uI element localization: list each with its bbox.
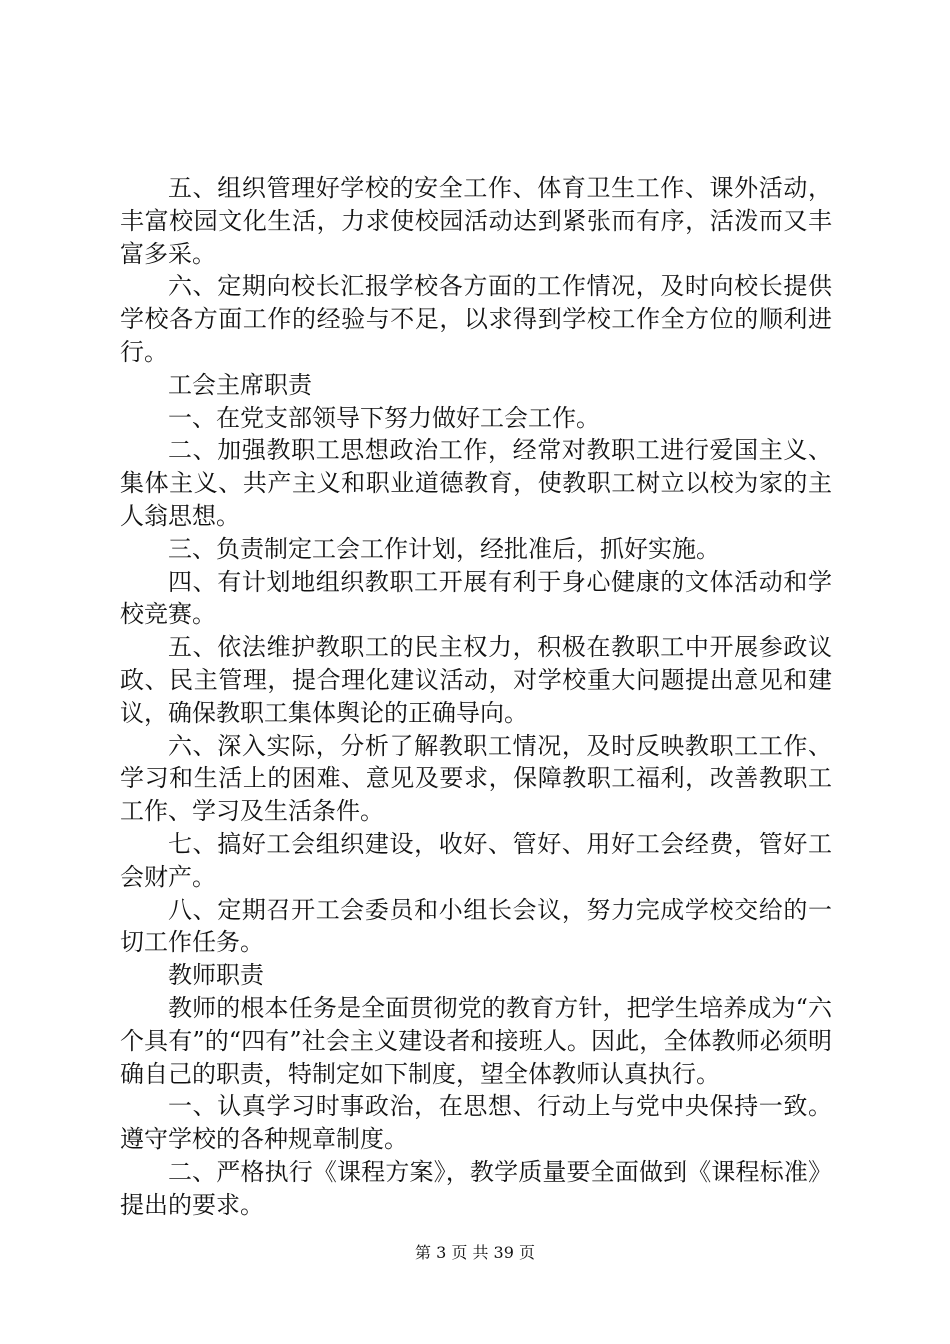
paragraph: 六、定期向校长汇报学校各方面的工作情况，及时向校长提供学校各方面工作的经验与不足，以求得到学校工作全方位的顺利进行。 (120, 272, 832, 366)
paragraph: 八、定期召开工会委员和小组长会议，努力完成学校交给的一切工作任务。 (120, 895, 832, 957)
paragraph: 二、加强教职工思想政治工作，经常对教职工进行爱国主义、集体主义、共产主义和职业道德教育，使教职工树立以校为家的主人翁思想。 (120, 436, 832, 530)
paragraph: 四、有计划地组织教职工开展有利于身心健康的文体活动和学校竞赛。 (120, 567, 832, 629)
paragraph: 一、认真学习时事政治，在思想、行动上与党中央保持一致。遵守学校的各种规章制度。 (120, 1092, 832, 1154)
paragraph: 三、负责制定工会工作计划，经批准后，抓好实施。 (168, 534, 720, 563)
paragraph: 五、组织管理好学校的安全工作、体育卫生工作、课外活动，丰富校园文化生活，力求使校园活动达到紧张而有序，活泼而又丰富多采。 (120, 174, 832, 268)
paragraph: 六、深入实际，分析了解教职工情况，及时反映教职工工作、学习和生活上的困难、意见及要求，保障教职工福利，改善教职工工作、学习及生活条件。 (120, 731, 832, 826)
section-heading: 教师职责 (168, 961, 264, 990)
paragraph: 五、依法维护教职工的民主权力，积极在教职工中开展参政议政、民主管理，提合理化建议活动，对学校重大问题提出意见和建议，确保教职工集体舆论的正确导向。 (120, 633, 832, 727)
page-number-footer: 第 3 页 共 39 页 (415, 1243, 535, 1262)
paragraph: 教师的根本任务是全面贯彻党的教育方针，把学生培养成为“六个具有”的“四有”社会主义建设者和接班人。因此，全体教师必须明确自己的职责，特制定如下制度，望全体教师认真执行。 (120, 993, 832, 1088)
section-heading: 工会主席职责 (168, 370, 312, 399)
document-body (120, 172, 832, 1222)
paragraph: 一、在党支部领导下努力做好工会工作。 (168, 403, 600, 432)
paragraph: 二、严格执行《课程方案》，教学质量要全面做到《课程标准》提出的要求。 (120, 1157, 832, 1219)
paragraph: 七、搞好工会组织建设，收好、管好、用好工会经费，管好工会财产。 (120, 829, 832, 891)
